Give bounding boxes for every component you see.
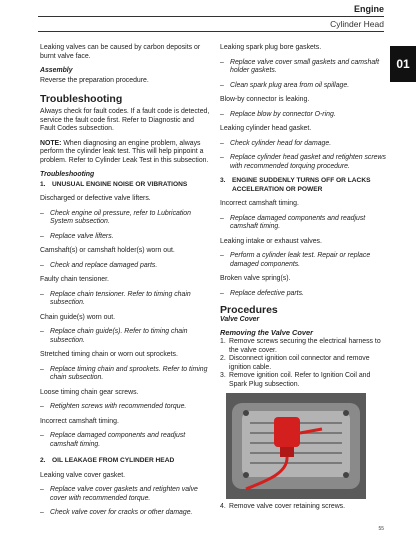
remedy: – Perform a cylinder leak test. Repair or replace damaged components. [220, 252, 371, 268]
section-2-title: 2. OIL LEAKAGE FROM CYLINDER HEAD [40, 457, 175, 464]
remedy: – Replace chain guide(s). Refer to timing chain subsection. [40, 328, 188, 344]
cause: Broken valve spring(s). [220, 275, 291, 282]
ts-subheading: Troubleshooting [40, 171, 95, 178]
step-2: 2. Disconnect ignition coil connector and remove ignition cable. [220, 355, 370, 371]
procedures-heading: Procedures [220, 304, 278, 316]
cause: Camshaft(s) or camshaft holder(s) worn out. [40, 247, 175, 254]
assembly-text: Reverse the preparation procedure. [40, 76, 149, 84]
remedy: – Replace chain tensioner. Refer to timing chain subsection. [40, 290, 191, 306]
troubleshooting-heading: Troubleshooting [40, 93, 123, 105]
step-3: 3. Remove ignition coil. Refer to Ignition Coil and Spark Plug subsection. [220, 372, 371, 388]
valve-cover-photo [226, 393, 366, 499]
procedure-steps [220, 338, 386, 389]
cause: Discharged or defective valve lifters. [40, 195, 151, 202]
step-1: 1. Remove screws securing the electrical harness to the valve cover. [220, 338, 381, 354]
intro-text: Leaking valves can be caused by carbon deposits or burnt valve face. [40, 44, 201, 60]
cause: Leaking valve cover gasket. [40, 471, 126, 479]
remedy: – Replace damaged components and readjust camshaft timing. [220, 214, 366, 230]
cause: Leaking intake or exhaust valves. [220, 237, 322, 245]
left-column [40, 44, 210, 524]
section-3-title: 3. ENGINE SUDDENLY TURNS OFF OR LACKS ACCELERATION OR POWER [220, 177, 371, 193]
remedy: – Replace damaged components and readjust camshaft timing. [40, 432, 186, 448]
note-label: NOTE: [40, 139, 62, 147]
remedy: – Retighten screws with recommended torque. [40, 403, 187, 410]
cause: Faulty chain tensioner. [40, 276, 109, 283]
step-4: 4. Remove valve cover retaining screws. [220, 503, 346, 510]
remedy: – Replace valve cover small gaskets and camshaft holder gaskets. [220, 58, 379, 74]
cause: Chain guide(s) worn out. [40, 313, 116, 321]
remedy: – Replace blow by connector O-ring. [220, 110, 336, 118]
section-title: Engine [353, 4, 384, 14]
remedy: – Replace cylinder head gasket and retighten screws with recommended torquing procedure. [220, 154, 386, 170]
note-text: When diagnosing an engine problem, always perform the cylinder leak test. This will help pinpoint a problem. Refer to Cylinder Leak Test in this subsection. [40, 139, 209, 164]
right-column [220, 44, 386, 512]
remedy: – Check and replace damaged parts. [40, 261, 158, 269]
valve-cover-heading: Valve Cover [220, 316, 260, 323]
header-rule [38, 16, 384, 17]
remedy: – Check cylinder head for damage. [220, 139, 332, 147]
remedy: – Replace timing chain and sprockets. Refer to timing chain subsection. [40, 365, 208, 381]
assembly-heading: Assembly [40, 67, 73, 74]
remedy: – Replace valve cover gaskets and retighten valve cover with recommended torque. [40, 486, 198, 502]
page-number: 55 [378, 526, 384, 532]
cause: Leaking spark plug bore gaskets. [220, 44, 322, 51]
cause: Loose timing chain gear screws. [40, 388, 139, 396]
engine-valve-cover-illustration [226, 393, 366, 499]
cause: Blow-by connector is leaking. [220, 96, 310, 103]
cause: Incorrect camshaft timing. [220, 200, 299, 207]
chapter-tab: 01 [390, 46, 416, 82]
note [40, 140, 210, 166]
remedy: – Check engine oil pressure, refer to Lubrication System subsection. [40, 209, 191, 225]
troubleshooting-text: Always check for fault codes. If a fault code is detected, service the fault code first. Refer to Diagnostic and Fault Codes subsection. [40, 108, 210, 132]
cause: Incorrect camshaft timing. [40, 417, 119, 425]
cause: Stretched timing chain or worn out sprockets. [40, 351, 178, 358]
subsection-title: Cylinder Head [330, 19, 384, 29]
removing-heading: Removing the Valve Cover [220, 327, 313, 337]
remedy: – Check valve cover for cracks or other damage. [40, 509, 193, 516]
header-rule-2 [38, 31, 384, 32]
cause: Leaking cylinder head gasket. [220, 125, 312, 132]
remedy: – Replace valve lifters. [40, 232, 114, 240]
section-1-title: 1. UNUSUAL ENGINE NOISE OR VIBRATIONS [40, 180, 188, 188]
remedy: – Clean spark plug area from oil spillage. [220, 81, 350, 89]
remedy: – Replace defective parts. [220, 289, 304, 297]
